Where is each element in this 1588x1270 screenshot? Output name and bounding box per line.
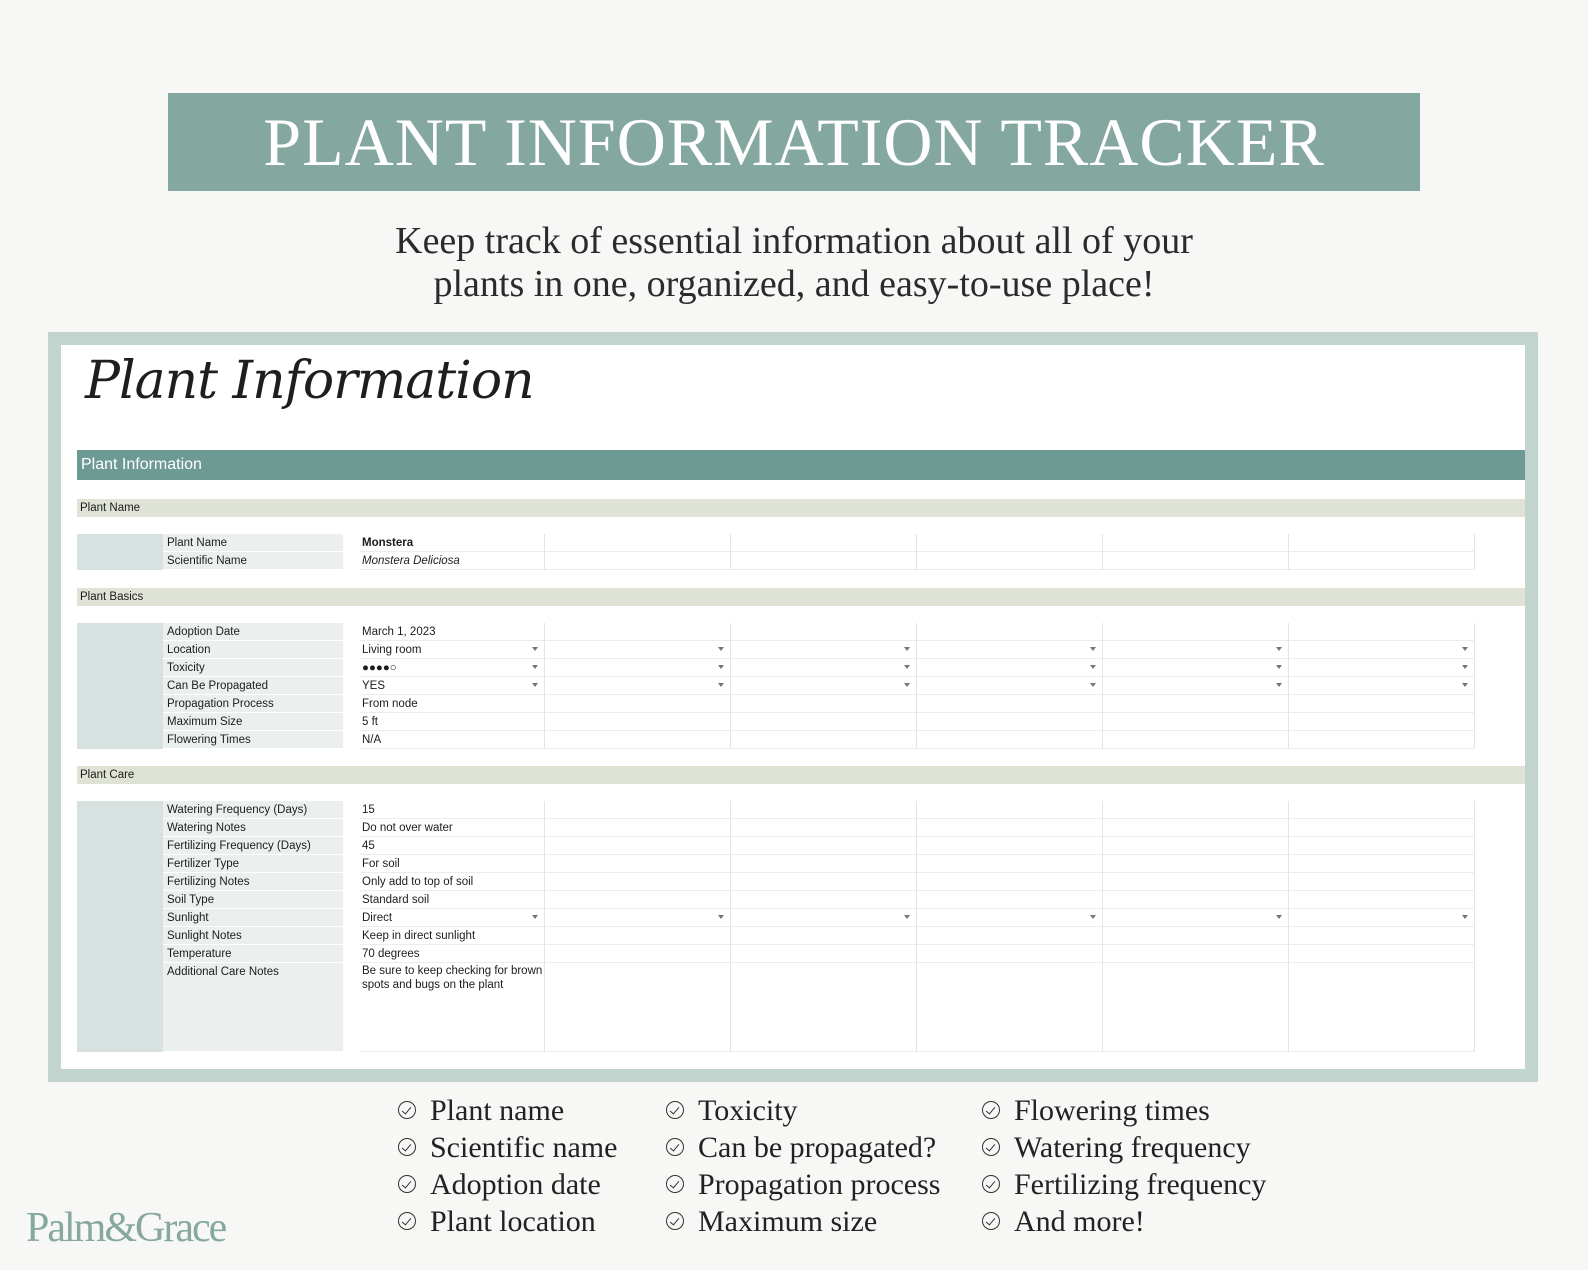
page-title: PLANT INFORMATION TRACKER xyxy=(263,103,1325,180)
empty-cell[interactable] xyxy=(1103,731,1289,749)
cell-value: N/A xyxy=(362,734,382,746)
empty-cell[interactable] xyxy=(731,945,917,963)
empty-cell[interactable] xyxy=(731,731,917,749)
subsection-plant-name: Plant Name xyxy=(77,499,1525,517)
title-banner xyxy=(168,93,1420,191)
check-circle-icon xyxy=(398,1101,416,1119)
dropdown-caret-icon[interactable] xyxy=(1462,647,1468,651)
value-cell[interactable] xyxy=(359,677,545,695)
cell-value: Only add to top of soil xyxy=(362,876,474,888)
empty-cell[interactable] xyxy=(917,819,1103,837)
empty-cell[interactable] xyxy=(545,801,731,819)
cell-value: 45 xyxy=(362,840,375,852)
feature-label: Maximum size xyxy=(698,1205,878,1238)
feature-item xyxy=(982,1129,1251,1166)
cell-value: YES xyxy=(362,680,386,692)
empty-cell[interactable] xyxy=(917,534,1103,552)
table-row xyxy=(163,945,1525,963)
table-row xyxy=(163,677,1525,695)
dropdown-caret-icon[interactable] xyxy=(1462,683,1468,687)
empty-cell[interactable] xyxy=(1103,552,1289,570)
feature-item xyxy=(398,1092,564,1129)
table-row xyxy=(163,659,1525,677)
dropdown-caret-icon[interactable] xyxy=(718,665,724,669)
empty-cell[interactable] xyxy=(731,909,917,927)
empty-cell[interactable] xyxy=(1289,641,1475,659)
feature-list xyxy=(0,1092,1588,1242)
cell-value: Keep in direct sunlight xyxy=(362,930,476,942)
feature-item xyxy=(982,1203,1145,1240)
empty-cell[interactable] xyxy=(731,552,917,570)
feature-label: Can be propagated? xyxy=(698,1131,937,1164)
value-cell[interactable] xyxy=(359,534,545,552)
empty-cell[interactable] xyxy=(1103,909,1289,927)
empty-cell[interactable] xyxy=(917,837,1103,855)
empty-cell[interactable] xyxy=(1103,695,1289,713)
row-label: Soil Type xyxy=(163,891,343,909)
check-circle-icon xyxy=(982,1138,1000,1156)
section-header-plant-information: Plant Information xyxy=(77,450,1525,480)
feature-item xyxy=(398,1203,596,1240)
empty-cell[interactable] xyxy=(917,855,1103,873)
table-row xyxy=(163,801,1525,819)
empty-cell[interactable] xyxy=(1289,659,1475,677)
empty-cell[interactable] xyxy=(1103,927,1289,945)
subsection-plant-basics: Plant Basics xyxy=(77,588,1525,606)
empty-cell[interactable] xyxy=(731,837,917,855)
subsection-plant-care: Plant Care xyxy=(77,766,1525,784)
empty-cell[interactable] xyxy=(917,677,1103,695)
empty-cell[interactable] xyxy=(731,695,917,713)
feature-item xyxy=(666,1166,940,1203)
empty-cell[interactable] xyxy=(1289,713,1475,731)
value-cell[interactable] xyxy=(359,659,545,677)
empty-cell[interactable] xyxy=(1103,534,1289,552)
cell-value: 5 ft xyxy=(362,716,378,728)
check-circle-icon xyxy=(666,1212,684,1230)
empty-cell[interactable] xyxy=(1289,909,1475,927)
empty-cell[interactable] xyxy=(1289,695,1475,713)
table-row xyxy=(163,623,1525,641)
empty-cell[interactable] xyxy=(545,909,731,927)
empty-cell[interactable] xyxy=(917,873,1103,891)
row-label: Additional Care Notes xyxy=(163,963,343,1052)
row-label: Temperature xyxy=(163,945,343,963)
value-cell[interactable] xyxy=(359,819,545,837)
cell-value: Be sure to keep checking for brown spots and bugs on the plant xyxy=(362,965,543,991)
plant-name-group xyxy=(77,534,1525,570)
empty-cell[interactable] xyxy=(917,927,1103,945)
empty-cell[interactable] xyxy=(1289,837,1475,855)
empty-cell[interactable] xyxy=(1289,927,1475,945)
empty-cell[interactable] xyxy=(731,963,917,1052)
empty-cell[interactable] xyxy=(731,819,917,837)
empty-cell[interactable] xyxy=(731,623,917,641)
dropdown-caret-icon[interactable] xyxy=(532,683,538,687)
dropdown-caret-icon[interactable] xyxy=(1276,915,1282,919)
feature-label: Scientific name xyxy=(430,1131,618,1164)
empty-cell[interactable] xyxy=(545,945,731,963)
empty-cell[interactable] xyxy=(731,641,917,659)
dropdown-caret-icon[interactable] xyxy=(904,915,910,919)
empty-cell[interactable] xyxy=(731,659,917,677)
feature-label: And more! xyxy=(1014,1205,1145,1238)
empty-cell[interactable] xyxy=(1289,855,1475,873)
row-label: Fertilizing Frequency (Days) xyxy=(163,837,343,855)
empty-cell[interactable] xyxy=(545,837,731,855)
cell-value: Standard soil xyxy=(362,894,430,906)
table-row xyxy=(163,641,1525,659)
table-row xyxy=(163,819,1525,837)
dropdown-caret-icon[interactable] xyxy=(532,915,538,919)
subtitle-line-1: Keep track of essential information about all of your xyxy=(395,220,1193,262)
row-label: Toxicity xyxy=(163,659,343,677)
check-circle-icon xyxy=(398,1138,416,1156)
feature-item xyxy=(982,1166,1266,1203)
cell-value: Monstera Deliciosa xyxy=(362,555,460,567)
value-cell[interactable] xyxy=(359,641,545,659)
empty-cell[interactable] xyxy=(545,623,731,641)
value-cell[interactable] xyxy=(359,552,545,570)
table-row xyxy=(163,855,1525,873)
empty-cell[interactable] xyxy=(1289,731,1475,749)
empty-cell[interactable] xyxy=(1289,819,1475,837)
row-label: Can Be Propagated xyxy=(163,677,343,695)
subtitle xyxy=(0,220,1588,306)
empty-cell[interactable] xyxy=(545,891,731,909)
value-cell[interactable] xyxy=(359,927,545,945)
dropdown-caret-icon[interactable] xyxy=(1090,647,1096,651)
empty-cell[interactable] xyxy=(917,891,1103,909)
empty-cell[interactable] xyxy=(1103,677,1289,695)
dropdown-caret-icon[interactable] xyxy=(1090,665,1096,669)
empty-cell[interactable] xyxy=(545,927,731,945)
table-row xyxy=(163,873,1525,891)
empty-cell[interactable] xyxy=(545,855,731,873)
value-cell[interactable] xyxy=(359,695,545,713)
dropdown-caret-icon[interactable] xyxy=(904,665,910,669)
value-cell[interactable] xyxy=(359,713,545,731)
row-label: Adoption Date xyxy=(163,623,343,641)
value-cell[interactable] xyxy=(359,873,545,891)
group-side-block xyxy=(77,801,163,1052)
cell-value: Do not over water xyxy=(362,822,453,834)
dropdown-caret-icon[interactable] xyxy=(1276,647,1282,651)
dropdown-caret-icon[interactable] xyxy=(718,683,724,687)
group-side-block xyxy=(77,534,163,570)
plant-basics-group xyxy=(77,623,1525,749)
empty-cell[interactable] xyxy=(731,534,917,552)
empty-cell[interactable] xyxy=(545,873,731,891)
empty-cell[interactable] xyxy=(917,695,1103,713)
empty-cell[interactable] xyxy=(1103,963,1289,1052)
empty-cell[interactable] xyxy=(731,713,917,731)
row-label: Fertilizer Type xyxy=(163,855,343,873)
empty-cell[interactable] xyxy=(1103,945,1289,963)
feature-label: Watering frequency xyxy=(1014,1131,1251,1164)
empty-cell[interactable] xyxy=(545,534,731,552)
check-circle-icon xyxy=(666,1101,684,1119)
cell-value: March 1, 2023 xyxy=(362,626,436,638)
empty-cell[interactable] xyxy=(731,801,917,819)
row-label: Scientific Name xyxy=(163,552,343,570)
check-circle-icon xyxy=(666,1175,684,1193)
feature-label: Flowering times xyxy=(1014,1094,1210,1127)
empty-cell[interactable] xyxy=(545,963,731,1052)
value-cell[interactable] xyxy=(359,891,545,909)
empty-cell[interactable] xyxy=(1103,837,1289,855)
row-label: Propagation Process xyxy=(163,695,343,713)
empty-cell[interactable] xyxy=(545,731,731,749)
check-circle-icon xyxy=(666,1138,684,1156)
empty-cell[interactable] xyxy=(545,819,731,837)
empty-cell[interactable] xyxy=(1103,855,1289,873)
feature-label: Plant name xyxy=(430,1094,565,1127)
empty-cell[interactable] xyxy=(1103,623,1289,641)
empty-cell[interactable] xyxy=(917,641,1103,659)
empty-cell[interactable] xyxy=(1289,945,1475,963)
empty-cell[interactable] xyxy=(1289,801,1475,819)
table-row xyxy=(163,891,1525,909)
empty-cell[interactable] xyxy=(917,801,1103,819)
empty-cell[interactable] xyxy=(1289,623,1475,641)
table-row xyxy=(163,837,1525,855)
dropdown-caret-icon[interactable] xyxy=(1090,683,1096,687)
empty-cell[interactable] xyxy=(917,659,1103,677)
dropdown-caret-icon[interactable] xyxy=(1462,665,1468,669)
row-label: Watering Notes xyxy=(163,819,343,837)
empty-cell[interactable] xyxy=(1103,891,1289,909)
empty-cell[interactable] xyxy=(1103,819,1289,837)
empty-cell[interactable] xyxy=(731,891,917,909)
table-row xyxy=(163,731,1525,749)
plant-care-group xyxy=(77,801,1525,1052)
table-row xyxy=(163,963,1525,1052)
empty-cell[interactable] xyxy=(545,677,731,695)
row-label: Watering Frequency (Days) xyxy=(163,801,343,819)
value-cell[interactable] xyxy=(359,837,545,855)
spreadsheet-frame xyxy=(48,332,1538,1082)
table-row xyxy=(163,713,1525,731)
cell-value: ●●●●○ xyxy=(362,662,397,674)
value-cell[interactable] xyxy=(359,945,545,963)
cell-value: Monstera xyxy=(362,537,414,549)
cell-value: 15 xyxy=(362,804,375,816)
empty-cell[interactable] xyxy=(917,909,1103,927)
feature-item xyxy=(666,1203,877,1240)
feature-item xyxy=(666,1092,798,1129)
spreadsheet xyxy=(61,345,1525,1069)
dropdown-caret-icon[interactable] xyxy=(718,915,724,919)
row-label: Flowering Times xyxy=(163,731,343,749)
check-circle-icon xyxy=(398,1175,416,1193)
empty-cell[interactable] xyxy=(917,963,1103,1052)
feature-label: Fertilizing frequency xyxy=(1014,1168,1267,1201)
feature-label: Propagation process xyxy=(698,1168,941,1201)
feature-item xyxy=(982,1092,1210,1129)
value-cell[interactable] xyxy=(359,963,545,1052)
empty-cell[interactable] xyxy=(545,659,731,677)
empty-cell[interactable] xyxy=(545,641,731,659)
dropdown-caret-icon[interactable] xyxy=(532,647,538,651)
row-label: Sunlight xyxy=(163,909,343,927)
dropdown-caret-icon[interactable] xyxy=(904,647,910,651)
empty-cell[interactable] xyxy=(545,695,731,713)
cell-value: Direct xyxy=(362,912,393,924)
value-cell[interactable] xyxy=(359,731,545,749)
cell-value: For soil xyxy=(362,858,400,870)
table-row xyxy=(163,552,1525,570)
table-row xyxy=(163,927,1525,945)
empty-cell[interactable] xyxy=(731,873,917,891)
empty-cell[interactable] xyxy=(1103,801,1289,819)
empty-cell[interactable] xyxy=(1103,641,1289,659)
row-label: Maximum Size xyxy=(163,713,343,731)
feature-item xyxy=(398,1166,601,1203)
check-circle-icon xyxy=(982,1101,1000,1119)
empty-cell[interactable] xyxy=(917,945,1103,963)
empty-cell[interactable] xyxy=(1289,677,1475,695)
empty-cell[interactable] xyxy=(1289,963,1475,1052)
empty-cell[interactable] xyxy=(917,552,1103,570)
row-label: Plant Name xyxy=(163,534,343,552)
dropdown-caret-icon[interactable] xyxy=(1276,683,1282,687)
row-label: Fertilizing Notes xyxy=(163,873,343,891)
value-cell[interactable] xyxy=(359,623,545,641)
dropdown-caret-icon[interactable] xyxy=(1276,665,1282,669)
empty-cell[interactable] xyxy=(1289,552,1475,570)
table-row xyxy=(163,695,1525,713)
dropdown-caret-icon[interactable] xyxy=(532,665,538,669)
feature-label: Plant location xyxy=(430,1205,596,1238)
cell-value: Living room xyxy=(362,644,422,656)
empty-cell[interactable] xyxy=(731,927,917,945)
feature-item xyxy=(398,1129,617,1166)
value-cell[interactable] xyxy=(359,855,545,873)
dropdown-caret-icon[interactable] xyxy=(718,647,724,651)
empty-cell[interactable] xyxy=(545,552,731,570)
empty-cell[interactable] xyxy=(917,731,1103,749)
table-row xyxy=(163,909,1525,927)
value-cell[interactable] xyxy=(359,801,545,819)
empty-cell[interactable] xyxy=(1103,713,1289,731)
subtitle-line-2: plants in one, organized, and easy-to-use place! xyxy=(433,263,1155,305)
empty-cell[interactable] xyxy=(1103,659,1289,677)
dropdown-caret-icon[interactable] xyxy=(1090,915,1096,919)
script-heading: Plant Information xyxy=(85,351,534,411)
row-label: Location xyxy=(163,641,343,659)
dropdown-caret-icon[interactable] xyxy=(904,683,910,687)
dropdown-caret-icon[interactable] xyxy=(1462,915,1468,919)
group-side-block xyxy=(77,623,163,749)
table-row xyxy=(163,534,1525,552)
empty-cell[interactable] xyxy=(917,623,1103,641)
empty-cell[interactable] xyxy=(545,713,731,731)
empty-cell[interactable] xyxy=(731,855,917,873)
value-cell[interactable] xyxy=(359,909,545,927)
feature-label: Toxicity xyxy=(698,1094,798,1127)
empty-cell[interactable] xyxy=(1289,873,1475,891)
brand-logo: Palm&Grace xyxy=(26,1205,226,1251)
empty-cell[interactable] xyxy=(917,713,1103,731)
check-circle-icon xyxy=(982,1175,1000,1193)
check-circle-icon xyxy=(982,1212,1000,1230)
row-label: Sunlight Notes xyxy=(163,927,343,945)
empty-cell[interactable] xyxy=(731,677,917,695)
empty-cell[interactable] xyxy=(1289,534,1475,552)
feature-label: Adoption date xyxy=(430,1168,601,1201)
cell-value: 70 degrees xyxy=(362,948,420,960)
empty-cell[interactable] xyxy=(1103,873,1289,891)
feature-item xyxy=(666,1129,936,1166)
check-circle-icon xyxy=(398,1212,416,1230)
empty-cell[interactable] xyxy=(1289,891,1475,909)
cell-value: From node xyxy=(362,698,418,710)
